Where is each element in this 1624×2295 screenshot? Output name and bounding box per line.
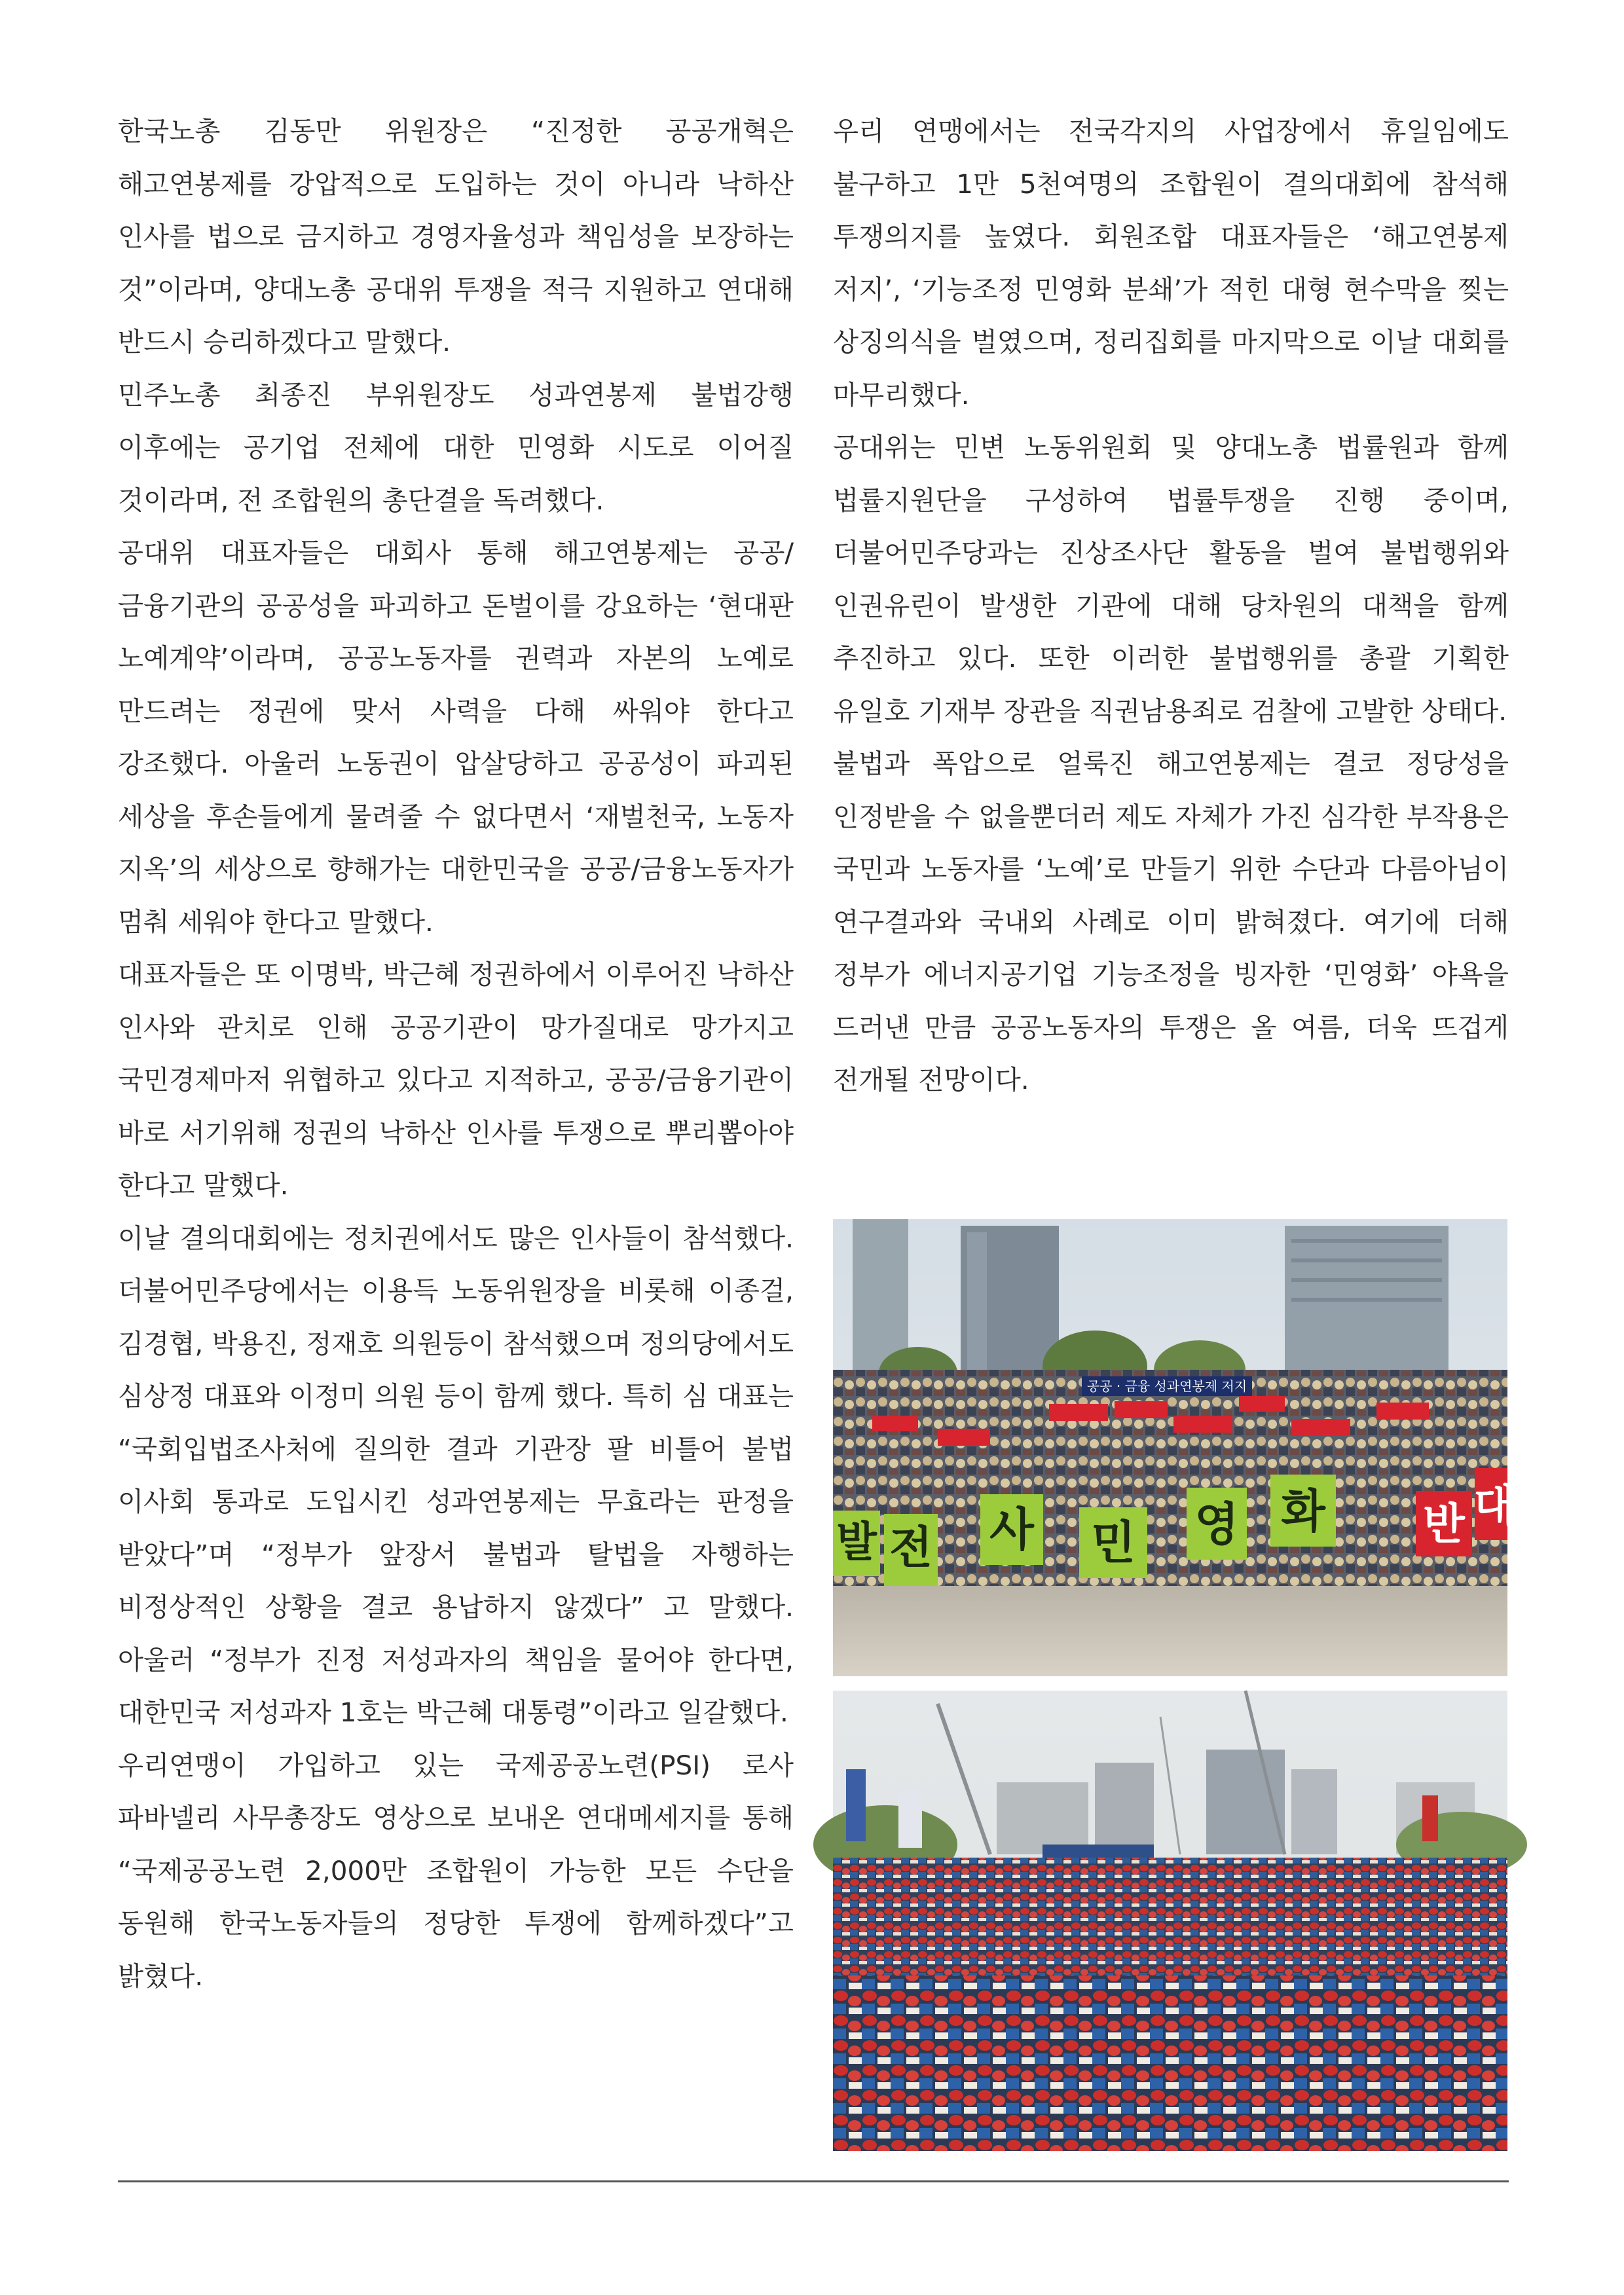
rally-banner-text: 공공 · 금융 성과연봉제 저지 bbox=[1086, 1378, 1247, 1394]
paragraph: 대표자들은 또 이명박, 박근혜 정권하에서 이루어진 낙하산 인사와 관치로 인해 공공기관이 망가질대로 망가지고 국민경제마저 위협하고 있다고 지적하고, 공공/금융기관이 바로 서기위해 정권의 낙하산 인사를 투쟁으로 뿌리뽑아야 한다고 말했다. bbox=[118, 959, 794, 1201]
rally-photo-crowd bbox=[833, 1691, 1507, 2151]
sign-letter: 발 bbox=[836, 1518, 877, 1567]
right-column bbox=[833, 105, 1509, 1107]
paragraph: 불법과 폭압으로 얼룩진 해고연봉제는 결코 정당성을 인정받을 수 없을뿐더러 제도 자체가 가진 심각한 부작용은 국민과 노동자를 ‘노예’로 만들기 위한 수단과 다름아님이 연구결과와 국내외 사례로 이미 밝혀졌다. 여기에 더해 정부가 에너지공기업 기능조정을 빙자한 ‘민영화’ 야욕을 드러낸 만큼 공공노동자의 투쟁은 올 여름, 더욱 뜨겁게 전개될 전망이다. bbox=[833, 748, 1509, 1095]
building bbox=[853, 1219, 908, 1370]
paragraph: 민주노총 최종진 부위원장도 성과연봉제 불법강행 이후에는 공기업 전체에 대한 민영화 시도로 이어질 것이라며, 전 조합원의 총단결을 독려했다. bbox=[118, 378, 794, 516]
paragraph: 한국노총 김동만 위원장은 “진정한 공공개혁은 해고연봉제를 강압적으로 도입하는 것이 아니라 낙하산 인사를 법으로 금지하고 경영자율성과 책임성을 보장하는 것”이라며, 양대노총 공대위 투쟁을 적극 지원하고 연대해 반드시 승리하겠다고 말했다. bbox=[118, 115, 794, 358]
sign-letter: 화 bbox=[1281, 1484, 1325, 1538]
building bbox=[1285, 1226, 1449, 1383]
sign-letter: 반 bbox=[1423, 1499, 1465, 1549]
sign-letter: 사 bbox=[989, 1503, 1034, 1556]
rally-photo-signs-graphic bbox=[833, 1219, 1515, 1676]
paragraph: 우리 연맹에서는 전국각지의 사업장에서 휴일임에도 불구하고 1만 5천여명의 조합원이 결의대회에 참석해 투쟁의지를 높였다. 회원조합 대표자들은 ‘해고연봉제 저지’, ‘기능조정 민영화 분쇄’가 적힌 대형 현수막을 찢는 상징의식을 벌였으며, 정리집회를 마지막으로 이날 대회를 마무리했다. bbox=[833, 115, 1509, 411]
rally-photo-signs bbox=[833, 1219, 1515, 1676]
paragraph: 공대위 대표자들은 대회사 통해 해고연봉제는 공공/금융기관의 공공성을 파괴하고 돈벌이를 강요하는 ‘현대판 노예계약’이라며, 공공노동자를 권력과 자본의 노예로 만드려는 정권에 맞서 사력을 다해 싸워야 한다고 강조했다. 아울러 노동권이 압살당하고 공공성이 파괴된 세상을 후손들에게 물려줄 수 없다면서 ‘재벌천국, 노동자 지옥’의 세상으로 향해가는 대한민국을 공공/금융노동자가 멈춰 세워야 한다고 말했다. bbox=[118, 537, 794, 938]
paragraph: 공대위는 민변 노동위원회 및 양대노총 법률원과 함께 법률지원단을 구성하여 법률투쟁을 진행 중이며, 더불어민주당과는 진상조사단 활동을 벌여 불법행위와 인권유린이 발생한 기관에 대해 당차원의 대책을 함께 추진하고 있다. 또한 이러한 불법행위를 총괄 기획한 유일호 기재부 장관을 직권남용죄로 검찰에 고발한 상태다. bbox=[833, 431, 1509, 727]
paragraph: 우리연맹이 가입하고 있는 국제공공노련(PSI) 로사 파바넬리 사무총장도 영상으로 보내온 연대메세지를 통해 “국제공공노련 2,000만 조합원이 가능한 모든 수단을 동원해 한국노동자들의 정당한 투쟁에 함께하겠다”고 밝혔다. bbox=[118, 1749, 794, 1992]
sign-letter: 전 bbox=[889, 1522, 932, 1574]
sign-letter: 민 bbox=[1091, 1516, 1135, 1570]
sign-letter: 영 bbox=[1194, 1497, 1239, 1551]
footer-rule bbox=[118, 2180, 1509, 2182]
left-column bbox=[118, 105, 794, 2002]
sign-letter: 대 bbox=[1473, 1480, 1515, 1531]
paragraph: 이날 결의대회에는 정치권에서도 많은 인사들이 참석했다. 더불어민주당에서는 이용득 노동위원장을 비롯해 이종걸, 김경협, 박용진, 정재호 의원등이 참석했으며 정의당에서도 심상정 대표와 이정미 의원 등이 함께 했다. 특히 심 대표는 “국회입법조사처에 질의한 결과 기관장 팔 비틀어 불법 이사회 통과로 도입시킨 성과연봉제는 무효라는 판정을 받았다”며 “정부가 앞장서 불법과 탈법을 자행하는 비정상적인 상황을 결코 용납하지 않겠다” 고 말했다. 아울러 “정부가 진정 저성과자의 책임을 물어야 한다면, 대한민국 저성과자 1호는 박근혜 대통령”이라고 일갈했다. bbox=[118, 1222, 794, 1728]
rally-photo-crowd-graphic bbox=[833, 1691, 1507, 2151]
